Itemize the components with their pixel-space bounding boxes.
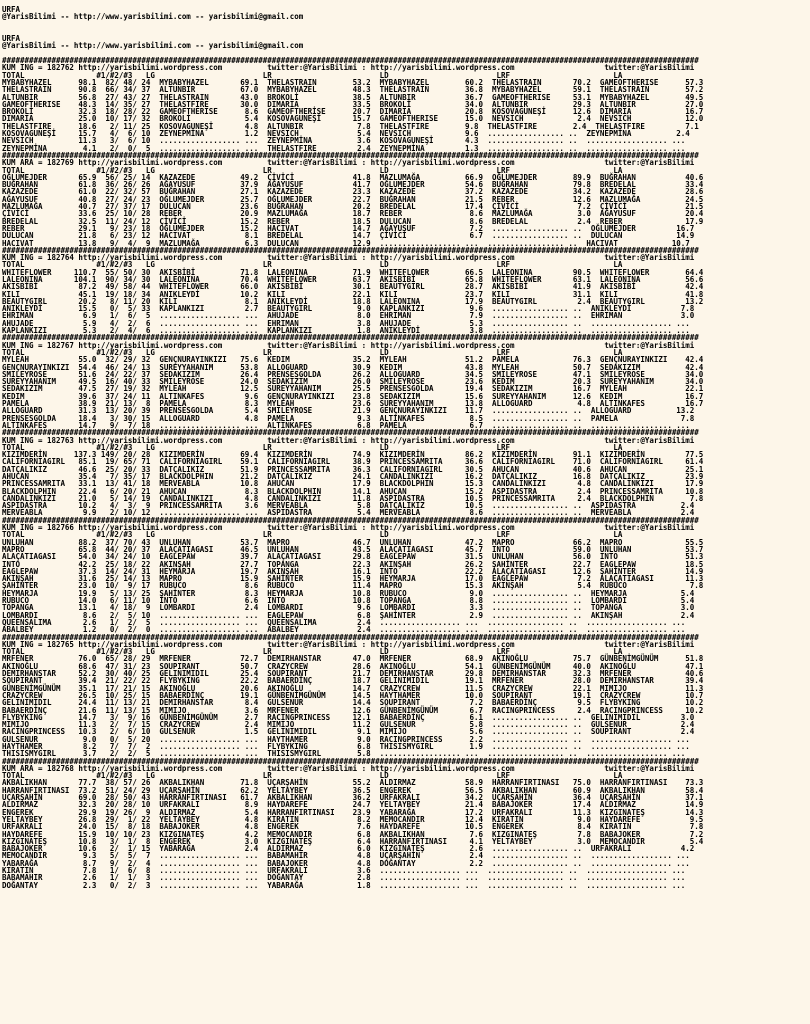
table-row: KAZAZEDE 61.0 22/ 32/ 57 BUĞRAHAN 27.1 KAZAZEDE 23.3 KAZAZEDE 37.2 KAZAZEDE 34.2 KAZAZEDE 28.6 bbox=[2, 187, 704, 197]
table-row: FLYBYKING 14.7 3/ 9/ 16 GÜNBENİMGÜNÜM 2.7 RACINGPRINCESS 12.1 BABAERDİNÇ 6.1 ................. .. GELINIMIDIL 3.0 bbox=[2, 712, 695, 722]
table-row: EAGLEPAW 37.3 14/ 24/ 31 HEYMARJA 19.7 AKINŞAH 16.1 INTO 22.2 ALAÇATIAGASI 12.6 ŞAHİNTER 14.9 bbox=[2, 566, 704, 576]
column-header: TOTAL #1/#2/#3 LG LR LD LRF LA bbox=[2, 165, 623, 175]
table-row: NEVSICH 11.3 3/ 6/ 10 .................. ... ZEYNEPMİNA 3.6 KOSOVAGUNEŞİ 4.3 ................. .. .................. ... bbox=[2, 136, 686, 146]
table-row: BEAUTYGIRL 20.2 8/ 11/ 20 KILI 8.1 ANIKLEYDİ 18.8 LALEONINA 17.9 BEAUTYGIRL 2.4 BEAUTYGIRL 13.2 bbox=[2, 296, 704, 306]
table-row: ENGEREK 29.9 19/ 26/ 9 ALDIRMAZ 5.4 HARRANFIRTINASI 23.9 YABARAĞA 17.2 URFAKRALI 11.3 KIZGINATEŞ 14.3 bbox=[2, 807, 704, 817]
table-row: GENÇNURAYINKIZI 54.4 46/ 24/ 13 SUREYYAHANIM 53.8 ALLOGUARD 30.9 KEDIM 43.8 MYLEAH 50.7 SEDAKIZIM 42.4 bbox=[2, 362, 704, 372]
blank-line bbox=[2, 21, 703, 28]
header-line-repeat: @YarisBilimi -- http://www.yarisbilimi.com -- yarisbilimi@gmail.com bbox=[2, 41, 304, 51]
table-row: ABALBEY 1.2 0/ 2/ 0 .................. ... ABALBEY 2.4 .................. ... ................. .. .................. ... bbox=[2, 625, 686, 635]
table-row: SEDAKIZIM 47.5 27/ 19/ 32 MYLEAH 12.5 SUREYYAHANIM 25.5 PRENSESGOLDA 19.4 SEDAKIZIM 16.7 MYLEAH 22.1 bbox=[2, 384, 704, 394]
table-row: YABARAĞA 8.7 9/ 2/ 4 .................. ... BABAJOKER 4.8 DOĞANTAY 2.2 ................. .. .................. ... bbox=[2, 858, 690, 868]
table-row: QUEENSALIMA 2.6 1/ 2/ 5 .................. ... QUEENSALIMA 2.4 .................. ... ................. .. .................. ... bbox=[2, 617, 686, 627]
column-header: TOTAL #1/#2/#3 LG LR LD LRF LA bbox=[2, 771, 623, 781]
column-header: TOTAL #1/#2/#3 LG LR LD LRF LA bbox=[2, 647, 623, 657]
table-row: DULUCAN 21.8 6/ 23/ 12 HACIVAT 8.1 BREDELAL 14.7 ÇİVİCİ 6.7 ................. .. DULUCAN 14.9 bbox=[2, 231, 695, 241]
table-row: KAPLANKIZI 5.3 2/ 4/ 6 .................. ... KAPLANKIZI 1.8 ANIKLEYDİ 3.8 ................. .. .................. ... bbox=[2, 326, 690, 336]
separator-line: ########################################################################################################################################################### bbox=[2, 333, 699, 343]
table-row: GÜNBENİMGÜNÜM 35.1 17/ 21/ 15 AKINOĞLU 20.6 AKINOĞLU 14.7 CRAZYCREW 11.5 CRAZYCREW 22.1 MIMIJO 11.3 bbox=[2, 683, 704, 693]
race-header: KUM ARA = 182768 http://yarisbilimi.wordpress.com twitter:@YarisBilimi : http://yarisbilimi.wordpress.com twitter:@YarisBilimi bbox=[2, 763, 695, 773]
race-header: KUM ING = 182766 http://yarisbilimi.wordpress.com twitter:@YarisBilimi : http://yarisbilimi.wordpress.com twitter:@YarisBilimi bbox=[2, 523, 695, 533]
table-row: TOPANGA 13.1 4/ 18/ 9 LOMBARDI 2.4 LOMBARDI 9.6 LOMBARDI 3.3 ................. .. TOPANGA 3.0 bbox=[2, 603, 695, 613]
table-row: BUĞRAHAN 61.8 36/ 26/ 26 AĞAYUSUF 37.9 AĞAYUSUF 41.7 OĞLUMEJDER 54.6 BUĞRAHAN 79.8 BREDELAL 33.4 bbox=[2, 180, 704, 190]
race-header: KUM ING = 182765 http://yarisbilimi.wordpress.com twitter:@YarisBilimi : http://yarisbilimi.wordpress.com twitter:@YarisBilimi bbox=[2, 639, 695, 649]
table-row: GULSENUR 9.0 0/ 5/ 20 .................. ... HAYTHAMER 9.0 RACINGPRINCESS 2.2 ................. .. .................. ... bbox=[2, 734, 690, 744]
column-header: TOTAL #1/#2/#3 LG LR LD LRF LA bbox=[2, 347, 623, 357]
table-row: MAPRO 65.8 44/ 20/ 37 ALAÇATIAGASI 46.5 UNLUHAN 43.5 ALAÇATIAGASI 45.7 INTO 59.0 UNLUHAN 53.7 bbox=[2, 544, 704, 554]
table-row: SUREYYAHANIM 49.5 16/ 40/ 33 SMILEYROSE 24.0 SEDAKIZIM 26.0 SMILEYROSE 23.6 KEDIM 20.3 SUREYYAHANIM 34.0 bbox=[2, 377, 704, 387]
table-row: DIMARIA 25.0 10/ 17/ 32 BROKOLİ 5.4 KOSOVAGUNEŞİ 15.7 GAMEOFTHERISE 15.0 NEVSICH 2.4 NEVSICH 12.0 bbox=[2, 114, 704, 124]
table-row: ZEYNEPMİNA 4.1 2/ 0/ 5 .................. ... THELASTFIRE 2.4 ZEYNEPMİNA 1.3 ................. .. .................. ... bbox=[2, 143, 686, 153]
table-row: URFAKRALI 24.0 15/ 8/ 18 BABAJOKER 4.8 ENGEREK 7.6 HAYDAREFE 10.5 ENGEREK 8.4 KIRATIN 7.8 bbox=[2, 822, 704, 832]
separator-line: ########################################################################################################################################################### bbox=[2, 756, 699, 766]
table-row: ALAÇATIAGASI 54.0 34/ 24/ 10 EAGLEPAW 39.7 ALAÇATIAGASI 29.8 EAGLEPAW 31.5 UNLUHAN 56.0 INTO 51.3 bbox=[2, 552, 704, 562]
table-row: GAMEOFTHERISE 48.3 14/ 35/ 27 THELASTFIRE 30.0 DIMARIA 33.5 BROKOLİ 34.0 ALTUNBIR 29.3 ALTUNBIR 27.0 bbox=[2, 99, 704, 109]
blank-line bbox=[2, 28, 703, 35]
table-row: BLACKDOLPHIN 22.4 6/ 20/ 21 AHUCAN 8.3 BLACKDOLPHIN 14.1 AHUCAN 15.2 ASPIDASTRA 2.4 PRINCESSAMRITA 10.8 bbox=[2, 486, 704, 496]
table-row: BREDELAL 32.5 11/ 24/ 12 ÇİVİCİ 15.2 REBER 18.5 DULUCAN 8.6 BREDELAL 2.4 REBER 17.9 bbox=[2, 216, 704, 226]
table-row: EHRIMAN 6.9 1/ 6/ 5 .................. ... AHUJADE 8.0 EHRIMAN 7.9 ................. .. EHRIMAN 3.0 bbox=[2, 311, 695, 321]
table-row: UNLUHAN 88.2 37/ 70/ 43 UNLUHAN 53.7 MAPRO 46.7 UNLUHAN 47.2 MAPRO 66.2 MAPRO 55.5 bbox=[2, 537, 704, 547]
table-row: RUBUCO 14.0 6/ 11/ 10 INTO 6.6 INTO 10.8 TOPANGA 8.8 ................. .. LOMBARDI 5.4 bbox=[2, 596, 695, 606]
separator-line: ########################################################################################################################################################### bbox=[2, 515, 699, 525]
table-row: HACIVAT 13.8 9/ 4/ 9 MAZLUMAĞA 6.3 DULUCAN 12.9 .................. ... ................. .. HACIVAT 10.7 bbox=[2, 238, 690, 248]
table-row: MYLEAH 55.0 32/ 29/ 32 GENÇNURAYINKIZI 75.6 KEDIM 35.2 MYLEAH 51.2 PAMELA 76.3 GENÇNURAYINKIZI 42.4 bbox=[2, 355, 704, 365]
table-row: ŞAHİNTER 23.0 10/ 9/ 17 RUBUCO 8.6 RUBUCO 11.4 MAPRO 15.3 AKINŞAH 5.4 RUBUCO 7.8 bbox=[2, 581, 704, 591]
table-row: HEYMARJA 19.9 5/ 13/ 25 ŞAHİNTER 8.3 HEYMARJA 10.8 RUBUCO 9.0 ................. .. HEYMARJA 5.4 bbox=[2, 588, 695, 598]
title-repeat: URFA bbox=[2, 34, 20, 44]
table-row: ASPIDASTRA 10.2 4/ 3/ 9 PRINCESSAMRITA 3.6 MERVEABLA 5.8 DATÇALIKIZ 10.5 ................. .. ASPIDASTRA 2.4 bbox=[2, 501, 695, 511]
table-row: KIZIMDERİN 137.3 149/ 20/ 28 KIZIMDERİN 69.4 KIZIMDERİN 74.9 KIZIMDERİN 86.2 KIZIMDERİN 91.1 KIZIMDERİN 77.5 bbox=[2, 450, 704, 460]
separator-line: ########################################################################################################################################################### bbox=[2, 632, 699, 642]
table-row: THISISMYGIRL 3.7 2/ 2/ 5 .................. ... THISISMYGIRL 5.8 .................. ... ................. .. .................. ... bbox=[2, 749, 686, 759]
table-row: MYBABYHAZEL 98.1 82/ 48/ 24 MYBABYHAZEL 69.1 THELASTRAIN 53.2 MYBABYHAZEL 60.2 THELASTRAIN 70.2 GAMEOFTHERISE 57.3 bbox=[2, 77, 704, 87]
table-row: PAMELA 38.9 21/ 13/ 8 PAMELA 8.3 MYLEAH 23.6 SUREYYAHANIM 13.8 ALLOGUARD 4.8 ALTINKAFES 16.7 bbox=[2, 399, 704, 409]
separator-line: ########################################################################################################################################################### bbox=[2, 56, 699, 66]
table-row: MIMIJO 11.3 2/ 7/ 15 CRAZYCREW 2.4 MIMIJO 11.2 GULSENUR 5.8 ................. .. GULSENUR 2.4 bbox=[2, 720, 695, 730]
table-row: SOUPIRANT 39.4 21/ 22/ 22 FLYBYKING 22.2 BABAERDİNÇ 18.7 GELINIMIDIL 19.1 MRFENER 28.0 DEMIRHANSTAR 39.4 bbox=[2, 676, 704, 686]
table-row: AHUCAN 35.4 7/ 35/ 17 BLACKDOLPHIN 21.2 DATÇALIKIZ 24.1 CANDALINKIZI 16.2 DATÇALIKIZ 16.8 DATÇALIKIZ 23.9 bbox=[2, 472, 704, 481]
table-row: MERVEABLA 9.9 2/ 10/ 12 .................. ... ASPIDASTRA 5.4 MERVEABLA 8.6 ................. .. MERVEABLA 2.4 bbox=[2, 508, 695, 518]
header-line: @YarisBilimi -- http://www.yarisbilimi.com -- yarisbilimi@gmail.com bbox=[2, 12, 304, 22]
table-row: ALDIRMAZ 32.3 20/ 28/ 10 URFAKRALI 8.9 HAYDAREFE 24.7 YELTAYBEY 21.4 BABAJOKER 17.4 ALDIRMAZ 14.9 bbox=[2, 800, 704, 810]
table-row: HARRANFIRTINASI 73.2 51/ 24/ 29 UÇARŞAHİN 62.2 YELTAYBEY 36.5 ENGEREK 56.5 AKBALIKHAN 60.9 AKBALIKHAN 58.4 bbox=[2, 785, 704, 795]
table-row: CRAZYCREW 26.5 10/ 25/ 15 BABAERDİNÇ 19.1 GÜNBENİMGÜNÜM 14.5 HAYTHAMER 10.0 SOUPIRANT 19.1 CRAZYCREW 10.7 bbox=[2, 690, 704, 700]
separator-line: ########################################################################################################################################################### bbox=[2, 150, 699, 160]
column-header: TOTAL #1/#2/#3 LG LR LD LRF LA bbox=[2, 442, 623, 452]
column-header: TOTAL #1/#2/#3 LG LR LD LRF LA bbox=[2, 530, 623, 540]
race-header: KUM ARA = 182769 http://yarisbilimi.wordpress.com twitter:@YarisBilimi : http://yarisbilimi.wordpress.com twitter:@YarisBilimi bbox=[2, 158, 695, 168]
table-row: ÇİVİCİ 33.6 25/ 10/ 28 REBER 20.9 MAZLUMAĞA 18.7 REBER 8.6 MAZLUMAĞA 3.0 AĞAYUSUF 20.4 bbox=[2, 209, 704, 219]
table-row: BABAJOKER 10.6 2/ 1/ 15 YABARAĞA 2.4 ALDIRMAZ 6.0 KIZGINATEŞ 2.6 ................. .. URFAKRALI 4.2 bbox=[2, 844, 695, 854]
table-row: GELINIMIDIL 24.4 11/ 13/ 21 DEMIRHANSTAR 8.4 GULSENUR 14.4 SOUPIRANT 7.2 BABAERDİNÇ 9.5 FLYBYKING 10.2 bbox=[2, 698, 704, 708]
table-row: CANDALINKIZI 21.0 5/ 14/ 19 CANDALINKIZI 4.8 CANDALINKIZI 11.8 ASPIDASTRA 10.5 PRINCESSAMRITA 2.4 BLACKDOLPHIN 7.8 bbox=[2, 493, 704, 503]
table-row: PRINCESSAMRITA 33.1 13/ 41/ 18 MERVEABLA 10.8 AHUCAN 17.9 BLACKDOLPHIN 15.3 CANDALINKIZI 4.8 CANDALINKIZI 17.9 bbox=[2, 479, 704, 489]
table-row: AKBALIKHAN 77.7 38/ 57/ 26 AKBALIKHAN 71.8 UÇARŞAHİN 55.2 ALDIRMAZ 58.9 HARRANFIRTINASI 75.0 HARRANFIRTINASI 73.3 bbox=[2, 778, 704, 788]
table-row: OĞLUMEJDER 65.9 56/ 25/ 14 KAZAZEDE 49.2 ÇİVİCİ 41.8 MAZLUMAĞA 66.9 OĞLUMEJDER 89.9 BUĞRAHAN 40.6 bbox=[2, 172, 704, 182]
table-row: MAZLUMAĞA 40.7 27/ 37/ 17 DULUCAN 23.6 BUĞRAHAN 20.2 BREDELAL 17.4 ÇİVİCİ 7.2 ÇİVİCİ 21.5 bbox=[2, 202, 704, 212]
table-row: ALTINKAFES 14.7 9/ 7/ 18 .................. ... ALTINKAFES 6.8 PAMELA 6.7 ................. .. .................. ... bbox=[2, 420, 690, 430]
table-row: YELTAYBEY 26.8 29/ 1/ 22 YELTAYBEY 4.8 KIRATIN 8.2 MEMOCANDIR 12.4 KIRATIN 9.0 HAYDAREFE 9.5 bbox=[2, 814, 704, 824]
table-row: PRENSESGOLDA 18.4 3/ 30/ 15 ALLOGUARD 4.8 PAMELA 9.3 ALTINKAFES 8.5 ................. .. PAMELA 7.8 bbox=[2, 413, 695, 423]
table-row: INTO 42.2 25/ 18/ 22 AKINŞAH 27.7 TOPANGA 22.3 AKINŞAH 26.2 ŞAHİNTER 22.7 EAGLEPAW 18.5 bbox=[2, 559, 704, 569]
table-row: DEMIRHANSTAR 52.2 30/ 40/ 25 GELINIMIDIL 25.4 SOUPIRANT 21.7 DEMIRHANSTAR 29.8 DEMIRHANSTAR 32.3 MRFENER 40.6 bbox=[2, 669, 704, 679]
table-row: THELASTRAIN 90.8 66/ 34/ 37 ALTUNBIR 67.0 MYBABYHAZEL 48.3 THELASTRAIN 36.8 MYBABYHAZEL 59.1 THELASTRAIN 57.2 bbox=[2, 85, 704, 95]
separator-line: ########################################################################################################################################################### bbox=[2, 245, 699, 255]
separator-line: ########################################################################################################################################################### bbox=[2, 428, 699, 438]
table-row: REBER 29.1 9/ 23/ 18 OĞLUMEJDER 15.2 HACIVAT 14.7 AĞAYUSUF 7.2 ................. .. OĞLUMEJDER 16.7 bbox=[2, 223, 695, 233]
table-row: ALTUNBIR 56.8 27/ 43/ 27 THELASTRAIN 43.0 BROKOLİ 38.5 ALTUNBIR 36.7 GAMEOFTHERISE 53.1 MYBABYHAZEL 49.5 bbox=[2, 92, 704, 102]
race-header: KUM ING = 182763 http://yarisbilimi.wordpress.com twitter:@YarisBilimi : http://yarisbilimi.wordpress.com twitter:@YarisBilimi bbox=[2, 435, 695, 445]
table-row: AHUJADE 5.9 4/ 2/ 6 .................. ... EHRIMAN 3.8 AHUJADE 5.3 ................. .. .................. ... bbox=[2, 318, 690, 328]
table-row: KILI 45.1 19/ 18/ 34 ANIKLEYDİ 10.2 KILI 22.1 KILI 23.7 KILI 31.1 KILI 41.8 bbox=[2, 289, 704, 299]
table-row: AKISBİBİ 87.2 49/ 58/ 44 WHITEFLOWER 66.0 AKISBİBİ 30.1 BEAUTYGIRL 28.7 AKISBİBİ 41.9 AKISBİBİ 42.4 bbox=[2, 282, 704, 292]
handicap-ratings-document bbox=[2, 6, 703, 889]
table-row: AKINŞAH 31.6 25/ 14/ 13 MAPRO 15.9 ŞAHİNTER 15.9 HEYMARJA 17.0 EAGLEPAW 7.2 ALAÇATIAGASI 11.3 bbox=[2, 574, 704, 584]
column-header: TOTAL #1/#2/#3 LG LR LD LRF LA bbox=[2, 70, 623, 80]
race-header: KUM ING = 182767 http://yarisbilimi.wordpress.com twitter:@YarisBilimi : http://yarisbilimi.wordpress.com twitter:@YarisBilimi bbox=[2, 340, 695, 350]
table-row: RACINGPRINCESS 10.3 2/ 6/ 10 GULSENUR 1.5 GELINIMIDIL 9.1 MIMIJO 5.6 ................. .. SOUPIRANT 2.4 bbox=[2, 727, 695, 737]
table-row: KOSOVAGUNEŞİ 15.7 4/ 6/ 10 ZEYNEPMİNA 1.2 NEVSICH 5.4 NEVSICH 9.6 ................. .. ZEYNEPMİNA 2.4 bbox=[2, 129, 690, 139]
race-tables bbox=[2, 57, 703, 889]
table-row: LALEONINA 104.1 90/ 34/ 30 LALEONINA 70.4 WHITEFLOWER 63.7 AKISBİBİ 65.8 WHITEFLOWER 63.1 LALEONINA 56.6 bbox=[2, 274, 704, 284]
table-row: DOĞANTAY 2.3 0/ 2/ 3 .................. ... YABARAĞA 1.8 .................. ... ................. .. .................. ... bbox=[2, 880, 686, 890]
table-row: HAYDAREFE 15.9 10/ 10/ 23 KIZGINATEŞ 4.2 MEMOCANDIR 6.8 AKBALIKHAN 7.6 KIZGINATEŞ 7.8 BABAJOKER 7.2 bbox=[2, 829, 704, 839]
table-row: SMILEYROSE 51.6 24/ 22/ 37 SEDAKIZIM 26.4 PRENSESGOLDA 26.2 ALLOGUARD 34.5 SMILEYROSE 47.1 SMILEYROSE 34.0 bbox=[2, 369, 704, 379]
table-row: AĞAYUSUF 40.8 27/ 24/ 23 OĞLUMEJDER 25.7 OĞLUMEJDER 22.7 BUĞRAHAN 21.5 REBER 12.6 MAZLUMAĞA 24.5 bbox=[2, 194, 704, 204]
table-row: UÇARŞAHİN 69.0 28/ 50/ 43 HARRANFIRTINASI 61.7 AKBALIKHAN 36.2 URFAKRALI 34.2 UÇARŞAHİN 36.4 UÇARŞAHİN 37.1 bbox=[2, 793, 704, 803]
table-row: WHITEFLOWER 110.7 55/ 50/ 30 AKISBİBİ 71.8 LALEONINA 71.9 WHITEFLOWER 66.5 LALEONINA 90.5 WHITEFLOWER 64.4 bbox=[2, 267, 704, 277]
table-row: DATÇALIKIZ 46.6 25/ 20/ 33 DATÇALIKIZ 51.9 PRINCESSAMRITA 36.3 CALIFORNIAGIRL 30.5 AHUCAN 40.6 AHUCAN 25.1 bbox=[2, 464, 704, 474]
table-row: KEDIM 39.6 37/ 24/ 11 ALTINKAFES 9.6 GENÇNURAYINKIZI 23.8 SEDAKIZIM 15.6 SUREYYAHANIM 12.6 KEDIM 16.7 bbox=[2, 391, 704, 401]
race-header: KUM ING = 182762 http://yarisbilimi.wordpress.com twitter:@YarisBilimi : http://yarisbilimi.wordpress.com twitter:@YarisBilimi bbox=[2, 63, 695, 73]
table-row: HAYTHAMER 8.2 7/ 7/ 2 .................. ... FLYBYKING 6.8 THISISMYGIRL 1.9 ................. .. .................. ... bbox=[2, 741, 690, 751]
title: URFA bbox=[2, 5, 20, 14]
column-header: TOTAL #1/#2/#3 LG LR LD LRF LA bbox=[2, 260, 623, 270]
table-row: BABAMAHIR 2.6 1/ 1/ 3 .................. ... DOĞANTAY 2.8 .................. ... ................. .. .................. ... bbox=[2, 873, 686, 883]
table-row: BROKOLİ 32.3 18/ 28/ 22 GAMEOFTHERISE 8.6 GAMEOFTHERİSE 20.7 DIMARIA 20.8 KOSOVAGUNEŞİ 12.6 DIMARIA 16.7 bbox=[2, 107, 704, 117]
table-row: MEMOCANDIR 9.3 5/ 5/ 7 .................. ... BABAMAHIR 4.8 UÇARŞAHİN 2.4 ................. .. .................. ... bbox=[2, 851, 690, 861]
table-row: CALIFORNIAGIRL 85.1 19/ 65/ 71 CALIFORNIAGIRL 59.1 CALIFORNIAGIRL 38.9 PRINCESSAMRITA 36.6 CALIFORNIAGIRL 71.0 CALIFORNIAGIRL 61.4 bbox=[2, 457, 704, 467]
table-row: MRFENER 76.0 65/ 28/ 29 MRFENER 72.7 DEMIRHANSTAR 47.0 MRFENER 68.9 AKINOĞLU 75.7 GÜNBENİMGÜNÜM 51.8 bbox=[2, 654, 704, 664]
table-row: KIZGINATEŞ 10.8 3/ 1/ 8 ENGEREK 3.0 KIZGINATEŞ 6.4 HARRANFIRTINASI 4.1 YELTAYBEY 3.0 MEMOCANDIR 5.4 bbox=[2, 836, 704, 846]
table-row: ANIKLEYDİ 15.5 0/ 5/ 33 KAPLANKIZI 2.7 BEAUTYGIRL 9.0 KAPLANKIZI 9.6 ................. .. ANIKLEYDİ 7.8 bbox=[2, 304, 695, 314]
table-row: LOMBARDI 8.6 2/ 5/ 10 .................. ... EAGLEPAW 6.8 ŞAHİNTER 2.9 ................. .. AKINŞAH 2.4 bbox=[2, 610, 695, 620]
table-row: KIRATIN 7.8 1/ 6/ 8 .................. ... URFAKRALI 3.6 .................. ... ................. .. .................. ... bbox=[2, 866, 686, 876]
table-row: THELASTFIRE 18.6 2/ 11/ 25 KOSOVAGUNEŞİ 4.8 ALTUNBIR 7.8 THELASTFIRE 9.8 THELASTFIRE 2.4 THELASTFIRE 7.1 bbox=[2, 121, 699, 131]
race-header: KUM ING = 182764 http://yarisbilimi.wordpress.com twitter:@YarisBilimi : http://yarisbilimi.wordpress.com twitter:@YarisBilimi bbox=[2, 253, 695, 263]
table-row: AKINOĞLU 68.6 47/ 31/ 23 SOUPIRANT 50.7 CRAZYCREW 28.6 AKINOĞLU 54.1 GÜNBENİMGÜNÜM 40.0 AKINOĞLU 47.1 bbox=[2, 661, 704, 671]
table-row: ALLOGUARD 31.3 13/ 20/ 39 PRENSESGOLDA 5.4 SMILEYROSE 21.9 GENÇNURAYINKIZI 11.7 ................. .. ALLOGUARD 13.2 bbox=[2, 406, 695, 416]
table-row: BABAERDİNÇ 21.6 11/ 13/ 15 MIMIJO 3.6 MRFENER 12.6 GÜNBENİMGÜNÜM 6.7 RACINGPRINCESS 2.4 RACINGPRINCESS 10.2 bbox=[2, 705, 704, 715]
